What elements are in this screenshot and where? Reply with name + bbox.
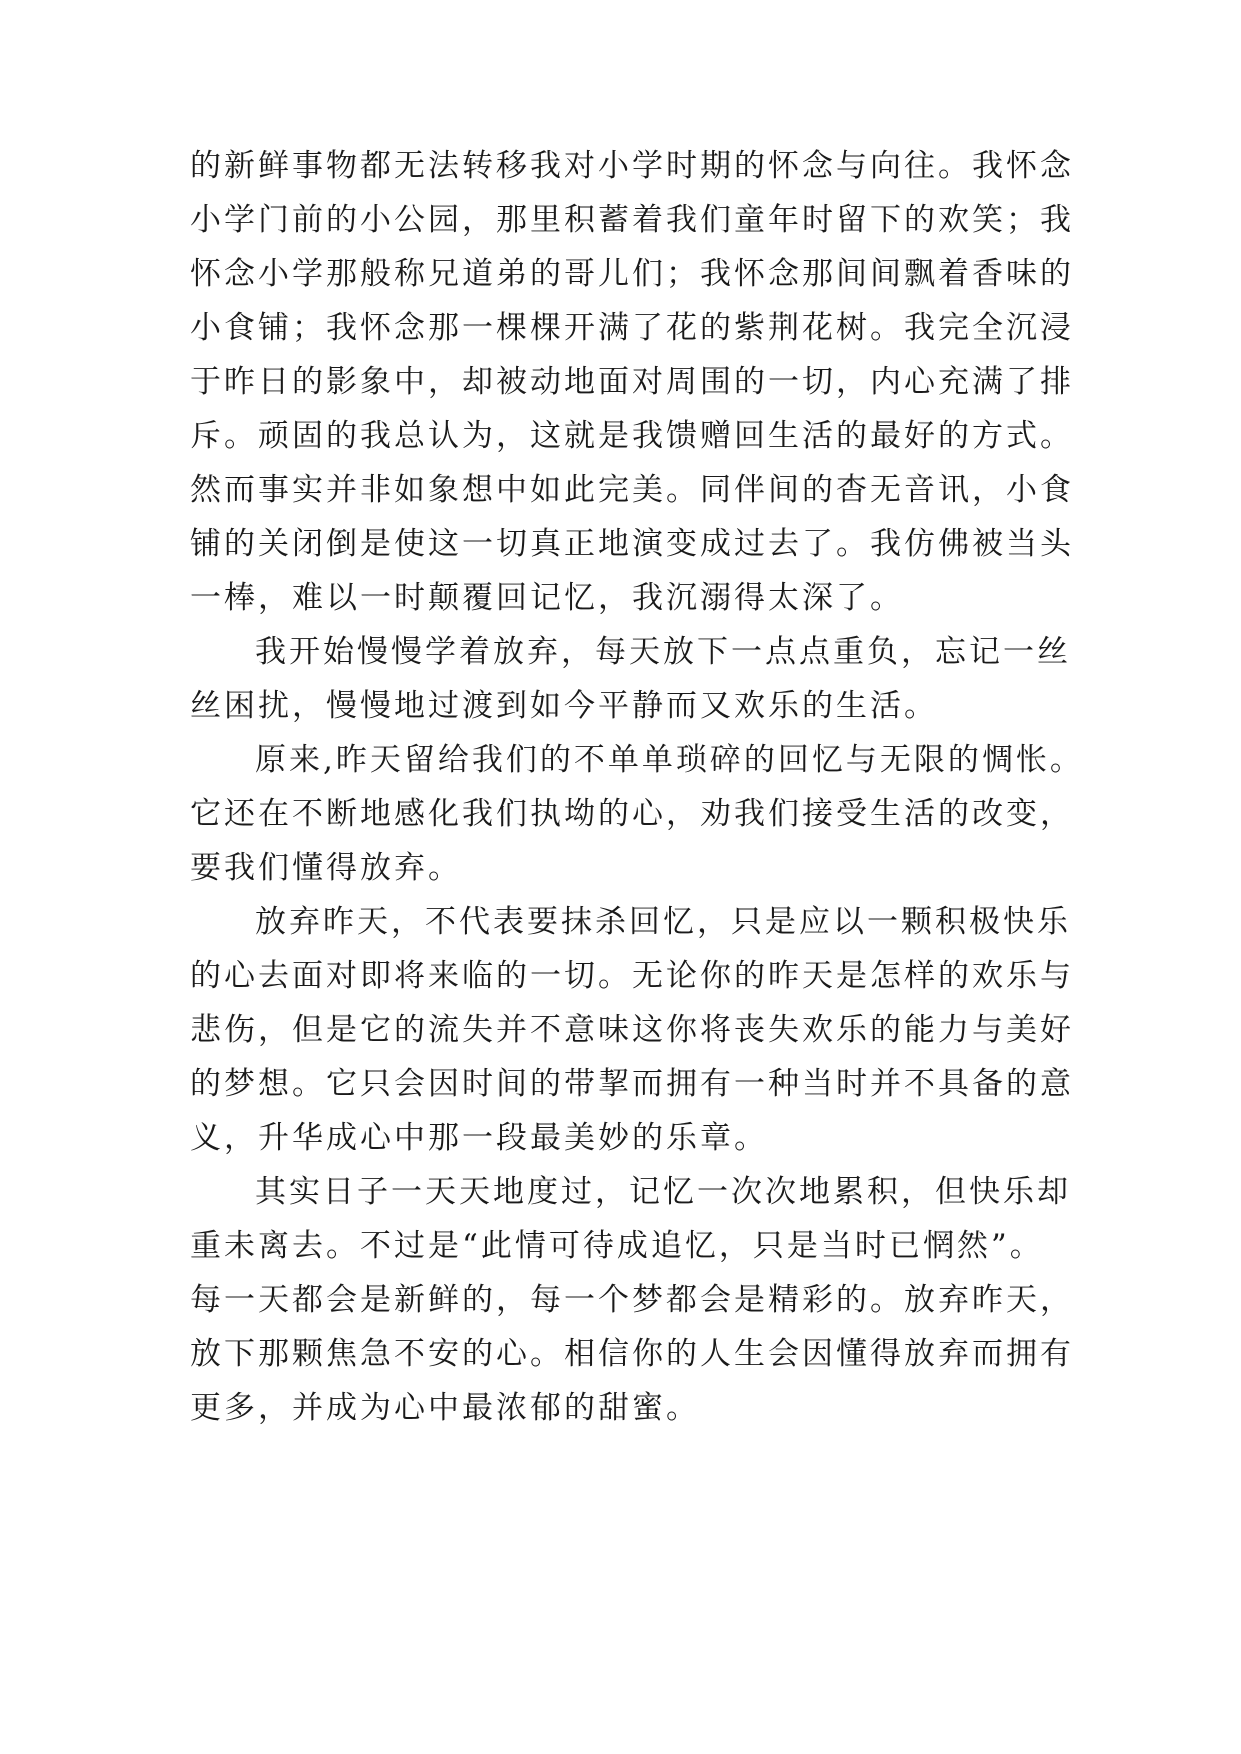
text-line: 的新鲜事物都无法转移我对小学时期的怀念与向往。我怀念 <box>190 148 1074 184</box>
text-line: 丝困扰，慢慢地过渡到如今平静而又欢乐的生活。 <box>190 688 938 724</box>
text-line: 义，升华成心中那一段最美妙的乐章。 <box>190 1120 768 1156</box>
text-line: 怀念小学那般称兄道弟的哥儿们；我怀念那间间飘着香味的 <box>190 256 1074 292</box>
text-line: 小学门前的小公园，那里积蓄着我们童年时留下的欢笑；我 <box>190 202 1074 238</box>
text-line: 于昨日的影象中，却被动地面对周围的一切，内心充满了排 <box>190 364 1074 400</box>
text-line: 要我们懂得放弃。 <box>190 850 462 886</box>
text-line: 的心去面对即将来临的一切。无论你的昨天是怎样的欢乐与 <box>190 958 1074 994</box>
paragraph-first-line: 其实日子一天天地度过，记忆一次次地累积，但快乐却 <box>255 1174 1071 1210</box>
text-line: 重未离去。不过是“此情可待成追忆，只是当时已惘然”。 <box>190 1228 1044 1264</box>
paragraph-first-line: 原来,昨天留给我们的不单单琐碎的回忆与无限的惆怅。 <box>255 742 1084 778</box>
paragraph-first-line: 放弃昨天，不代表要抹杀回忆，只是应以一颗积极快乐 <box>255 904 1071 940</box>
text-line: 斥。顽固的我总认为，这就是我馈赠回生活的最好的方式。 <box>190 418 1074 454</box>
text-line: 铺的关闭倒是使这一切真正地演变成过去了。我仿佛被当头 <box>190 526 1074 562</box>
text-line: 放下那颗焦急不安的心。相信你的人生会因懂得放弃而拥有 <box>190 1336 1074 1372</box>
text-line: 悲伤，但是它的流失并不意味这你将丧失欢乐的能力与美好 <box>190 1012 1074 1048</box>
paragraph-first-line: 我开始慢慢学着放弃，每天放下一点点重负，忘记一丝 <box>255 634 1071 670</box>
text-line: 的梦想。它只会因时间的带挈而拥有一种当时并不具备的意 <box>190 1066 1074 1102</box>
text-line: 小食铺；我怀念那一棵棵开满了花的紫荆花树。我完全沉浸 <box>190 310 1074 346</box>
text-line: 更多，并成为心中最浓郁的甜蜜。 <box>190 1390 700 1426</box>
text-line: 每一天都会是新鲜的，每一个梦都会是精彩的。放弃昨天， <box>190 1282 1074 1318</box>
text-line: 它还在不断地感化我们执坳的心，劝我们接受生活的改变， <box>190 796 1074 832</box>
text-line: 然而事实并非如象想中如此完美。同伴间的杳无音讯，小食 <box>190 472 1074 508</box>
text-line: 一棒，难以一时颠覆回记忆，我沉溺得太深了。 <box>190 580 904 616</box>
